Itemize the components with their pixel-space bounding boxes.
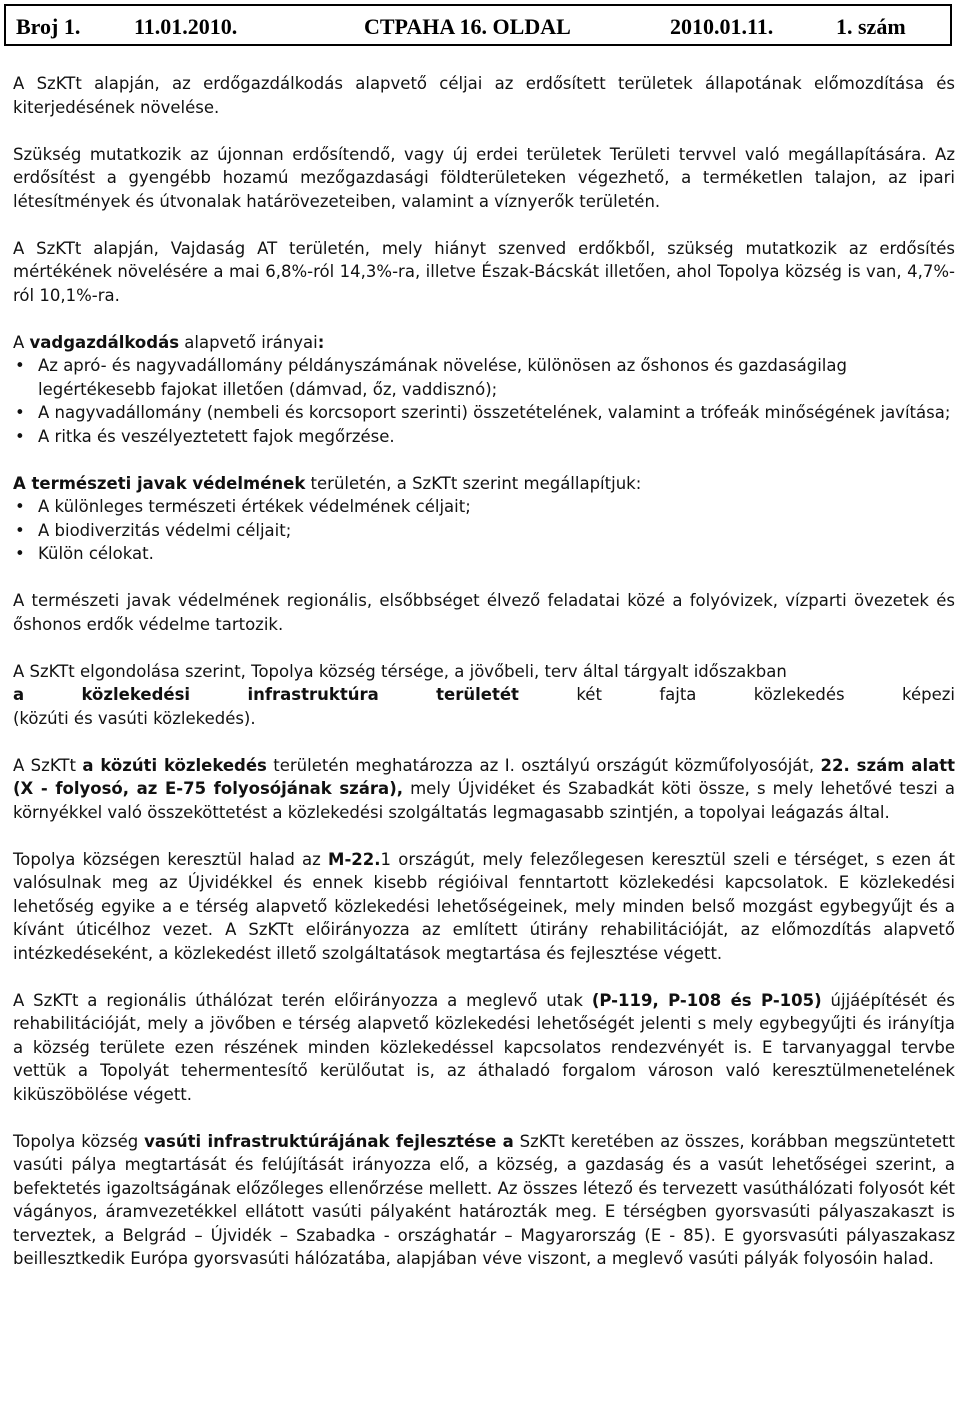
transport-word: infrastruktúra — [247, 685, 379, 704]
nature-heading-bold: A természeti javak védelmének — [13, 473, 306, 493]
road-pre: A SzKTt — [13, 755, 83, 775]
paragraph-nature-priorities: A természeti javak védelmének regionális, elsőbbséget élvező feladatai közé a folyóvizek, vízparti övezetek és őshonos erdők védelme tartozik. — [13, 591, 955, 634]
paragraph-railway — [13, 1130, 955, 1271]
hunting-list — [13, 354, 955, 448]
list-item: • Külön célokat. — [13, 542, 955, 566]
transport-word: a — [13, 685, 25, 704]
m22-pre: Topolya községen keresztül halad az — [13, 849, 329, 869]
road-bold-2: 22. szám alatt (X - folyosó, az E-75 folyosójának szára), — [13, 755, 956, 798]
list-item: • A nagyvadállomány (nembeli és korcsoport szerinti) összetételének, valamint a trófeák minőségének javítása; — [13, 401, 955, 425]
transport-word: képezi — [902, 685, 955, 704]
nature-heading — [13, 472, 955, 496]
paragraph-regional-roads — [13, 989, 955, 1107]
paragraph-transport — [13, 660, 955, 731]
hunting-heading-bold: vadgazdálkodás — [29, 332, 180, 352]
nature-heading-post: területén, a SzKTt szerint megállapítjuk: — [305, 473, 642, 493]
transport-line-3: (közúti és vasúti közlekedés). — [13, 708, 256, 728]
list-item: • Az apró- és nagyvadállomány példányszámának növelése, különösen az őshonos és gazdaságilag legértékesebb fajokat illetően (dámvad, őz, vaddisznó); — [13, 354, 955, 401]
rail-post: SzKTt keretében az összes, korábban megszüntetett vasúti pálya megtartását és felújítását irányozza elő, a község, a gazdaság és a vasút lehetőségei szerint, a befektetés igazoltságának előzőleges ellenőrzése mellett. Az összes létező és tervezett vasúthálózati folyosót két vágányos, áramvezetékkel ellátott vasúti pályaként határozták meg. E térségben gyorsvasúti pályaszakaszt is terveztek, a Belgrád – Újvidék – Szabadka - országhatár – Magyarország (E - 85). E gyorsvasúti pályaszakasz beillesztkedik Európa gyorsvasúti hálózatába, alapjában véve viszont, a meglevő vasúti pályák folyosóin halad. — [13, 1131, 955, 1268]
nature-list — [13, 495, 955, 566]
transport-word: közlekedés — [753, 685, 845, 704]
hunting-heading — [13, 331, 955, 355]
transport-word: két — [576, 685, 602, 704]
header-date-iso: 2010.01.11. — [670, 14, 774, 39]
page-header — [4, 4, 952, 46]
m22-bold: M-22. — [328, 849, 381, 869]
list-item: • A biodiverzitás védelmi céljait; — [13, 519, 955, 543]
list-item: • A különleges természeti értékek védelmének céljait; — [13, 495, 955, 519]
issue-label: Broj 1. — [16, 14, 81, 39]
paragraph-forest-coverage: A SzKTt alapján, Vajdaság AT területén, mely hiányt szenved erdőkből, szükség mutatkozik az erdősítés mértékének növelésére a mai 6,8%-ról 14,3%-ra, illetve Észak-Bácskát illetően, ahol Topolya község is van, 4,7%-ról 10,1%-ra. — [13, 238, 955, 305]
regional-post: újjáépítését és rehabilitációját, mely a jövőben e térség alapvető közlekedési lehetőségét jelenti s mely egybegyűjti és irányítja a község területe ezen részének minden közlekedéssel kapcsolatos rendezvényét is. E tarvanyaggal tervbe vettük a Topolyát tehermentesítő kerülőutat is, az áthaladó forgalom városon való keresztülmenetelének kiküszöbölése végett. — [13, 990, 955, 1104]
transport-word: fajta — [659, 685, 697, 704]
list-item: • A ritka és veszélyeztetett fajok megőrzése. — [13, 425, 955, 449]
hunting-heading-pre: A — [13, 332, 30, 352]
regional-bold: (P-119, P-108 és P-105) — [591, 990, 822, 1010]
road-post: mely Újvidéket és Szabadkát köti össze, s mely lehetővé teszi a környékkel való összeköttetést a közlekedési szolgáltatás legmagasabb szintjén, a topolyai leágazás által. — [13, 779, 955, 822]
rail-pre: Topolya község — [13, 1131, 145, 1151]
transport-line-1: A SzKTt elgondolása szerint, Topolya község térsége, a jövőbeli, terv által tárgyalt időszakban — [13, 661, 787, 681]
header-date: 11.01.2010. — [134, 14, 238, 39]
transport-word: közlekedési — [81, 685, 191, 704]
document-body — [13, 72, 955, 1271]
road-bold-1: a közúti közlekedés — [82, 755, 267, 775]
paragraph-road-transport — [13, 754, 955, 825]
transport-line-2 — [13, 683, 955, 707]
transport-word: területét — [436, 685, 519, 704]
paragraph-forestry-goals: A SzKTt alapján, az erdőgazdálkodás alapvető céljai az erdősített területek állapotának előmozdítása és kiterjedésének növelése. — [13, 74, 955, 117]
rail-bold: vasúti infrastruktúrájának fejlesztése a — [144, 1131, 514, 1151]
page-number-label: CTPAHA 16. OLDAL — [364, 14, 571, 39]
paragraph-afforestation: Szükség mutatkozik az újonnan erdősítendő, vagy új erdei területek Területi tervvel való megállapítására. Az erdősítést a gyengébb hozamú mezőgazdasági földterületeken végezhető, a terméketlen talajon, az ipari létesítmények és útvonalak határövezeteiben, valamint a víznyerők területén. — [13, 144, 955, 211]
paragraph-m22-road — [13, 848, 955, 966]
road-mid: területén meghatározza az I. osztályú országút közműfolyosóját, — [266, 755, 821, 775]
regional-pre: A SzKTt a regionális úthálózat terén előirányozza a meglevő utak — [13, 990, 592, 1010]
hunting-heading-post: alapvető irányai — [179, 332, 318, 352]
hunting-heading-colon: : — [317, 332, 325, 352]
issue-number: 1. szám — [836, 14, 906, 39]
m22-post: 1 országút, mely felezőlegesen keresztül szeli e térséget, s ezen át valósulnak meg az Újvidékkel és ennek kisebb régióival fenntartott közlekedési kapcsolatok. E közlekedési lehetőség egyike a e térség alapvető közlekedési lehetőségeinek, mely minden belső mozgást egybegyűjt és a kívánt úticélhoz vezet. A SzKTt előirányozza az említett útirány rehabilitációját, az előmozdítás alapvető intézkedéseként, a közlekedést illető szolgáltatások megtartása és fejlesztése végett. — [13, 849, 955, 963]
